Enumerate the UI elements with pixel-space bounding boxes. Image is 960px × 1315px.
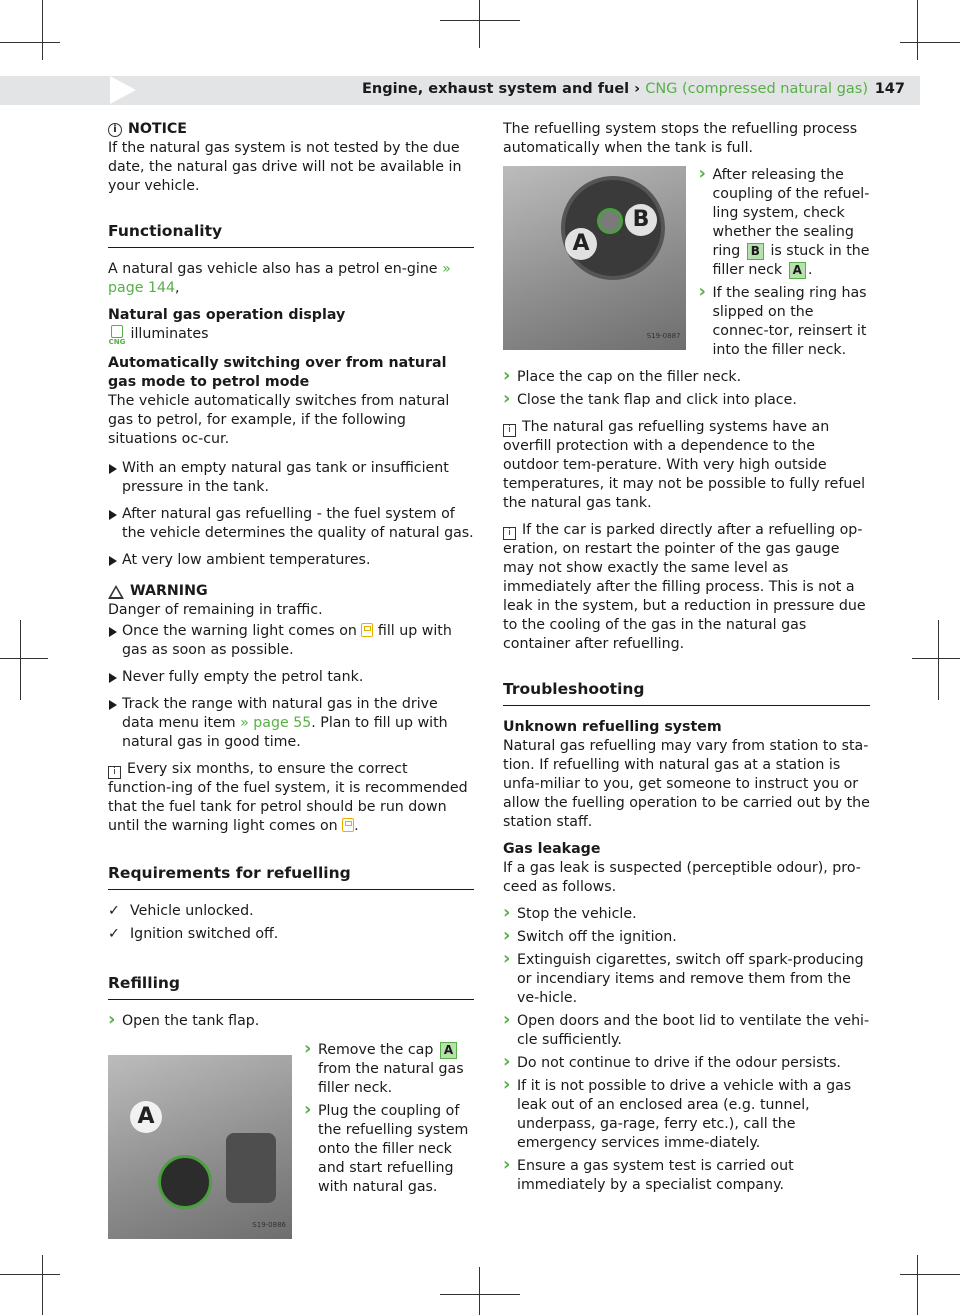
list-item: ✓ Vehicle unlocked. xyxy=(108,902,474,921)
note-paragraph: i The natural gas refuelling systems have an overfill protection with a dependence to the outdoor tem-perature. With very high outside temperatures, it may not be possible to fully refuel the natural gas tank. xyxy=(503,419,866,511)
list-item: › Place the cap on the filler neck. xyxy=(503,368,870,387)
header-subsection: CNG (compressed natural gas) xyxy=(645,81,868,97)
list-item: › Remove the cap A from the natural gas filler neck. xyxy=(304,1041,474,1098)
list-item: Once the warning light comes on fill up with gas as soon as possible. xyxy=(108,622,474,660)
crop-mark xyxy=(0,1274,60,1275)
note-icon: i xyxy=(503,424,516,437)
refilling-figure-row xyxy=(108,1041,474,1239)
unknown-system-text: Natural gas refuelling may vary from station to sta-tion. If refuelling with natural gas at a station is unfa-miliar to you, get someone to instruct you or allow the fuelling operation to be carried out by the station staff. xyxy=(503,738,870,830)
right-column xyxy=(503,120,870,1199)
functionality-intro-text: A natural gas vehicle also has a petrol en-gine xyxy=(108,261,438,277)
list-item: After natural gas refuelling - the fuel system of the vehicle determines the quality of natural gas. xyxy=(108,505,474,543)
display-title: Natural gas operation display xyxy=(108,307,346,323)
coupling-photo xyxy=(503,166,686,350)
fuel-warning-icon xyxy=(361,623,373,637)
crop-mark xyxy=(0,42,60,43)
crop-mark xyxy=(917,1255,918,1315)
figure-code: S19-0887 xyxy=(646,332,681,340)
running-header xyxy=(362,80,868,99)
auto-switch-text: The vehicle automatically switches from natural gas to petrol, for example, if the following situations oc-cur. xyxy=(108,393,450,447)
header-separator: › xyxy=(629,81,646,97)
left-column xyxy=(108,120,474,1239)
page-number: 147 xyxy=(874,81,905,97)
header-section: Engine, exhaust system and fuel xyxy=(362,81,630,97)
letter-b-marker: B xyxy=(747,243,764,260)
list-item: At very low ambient temperatures. xyxy=(108,551,474,570)
crop-mark xyxy=(440,20,520,21)
crop-mark xyxy=(917,0,918,60)
cng-pump-icon: CNG xyxy=(108,325,126,346)
list-item: › After releasing the coupling of the refuel-ling system, check whether the sealing ring B is stuck in the filler neck A . xyxy=(698,166,870,280)
list-item: › Switch off the ignition. xyxy=(503,928,870,947)
functionality-intro xyxy=(108,260,474,298)
crop-mark xyxy=(900,42,960,43)
warning-title: WARNING xyxy=(130,583,208,599)
list-item: › Open the tank flap. xyxy=(108,1012,474,1031)
crop-mark xyxy=(20,620,21,700)
crop-mark xyxy=(42,0,43,60)
closing-steps xyxy=(503,368,870,410)
list-item: › Open doors and the boot lid to ventilate the vehi-cle sufficiently. xyxy=(503,1012,870,1050)
crop-mark xyxy=(938,620,939,700)
list-item: With an empty natural gas tank or insufficient pressure in the tank. xyxy=(108,459,474,497)
warning-list xyxy=(108,622,474,752)
gas-leak-title: Gas leakage xyxy=(503,841,601,857)
notice-title: NOTICE xyxy=(128,121,187,137)
warning-heading xyxy=(108,582,474,601)
list-item: › Do not continue to drive if the odour persists. xyxy=(503,1054,870,1073)
warning-text: Danger of remaining in traffic. xyxy=(108,602,323,618)
header-tip xyxy=(110,76,136,104)
list-item: › Plug the coupling of the refuelling system onto the filler neck and start refuelling with natural gas. xyxy=(304,1102,474,1197)
fig-label-a: A xyxy=(565,228,597,260)
functionality-heading: Functionality xyxy=(108,222,474,248)
tank-flap-photo xyxy=(108,1055,292,1239)
crop-mark xyxy=(0,658,48,659)
list-item: › If it is not possible to drive a vehicle with a gas leak out of an enclosed area (e.g. tunnel, underpass, ga-rage, ferry etc.), call the emergency services imme-diately. xyxy=(503,1077,870,1153)
list-item: Track the range with natural gas in the drive data menu item » page 55. Plan to fill up with natural gas in good time. xyxy=(108,695,474,752)
crop-mark xyxy=(42,1255,43,1315)
right-intro: The refuelling system stops the refuelling process automatically when the tank is full. xyxy=(503,121,858,156)
list-item: › Ensure a gas system test is carried out immediately by a specialist company. xyxy=(503,1157,870,1195)
gas-leak-paragraph xyxy=(503,840,870,897)
crop-mark xyxy=(479,0,480,48)
fig-label-b: B xyxy=(625,204,657,236)
letter-a-marker: A xyxy=(789,262,806,279)
list-item: › Extinguish cigarettes, switch off spark-producing or incendiary items and remove them from the ve-hicle. xyxy=(503,951,870,1008)
note-icon: i xyxy=(108,766,121,779)
functionality-intro-end: , xyxy=(175,280,180,296)
gas-leak-text: If a gas leak is suspected (perceptible odour), pro-ceed as follows. xyxy=(503,860,861,895)
list-item: ✓ Ignition switched off. xyxy=(108,925,474,944)
list-item: Never fully empty the petrol tank. xyxy=(108,668,474,687)
gas-leak-steps xyxy=(503,905,870,1195)
troubleshooting-heading: Troubleshooting xyxy=(503,680,870,706)
letter-a-marker: A xyxy=(440,1042,457,1059)
notice-box xyxy=(108,120,474,196)
requirements-list xyxy=(108,902,474,944)
page-144-link[interactable]: » page 144 xyxy=(108,261,451,296)
unknown-system-paragraph xyxy=(503,718,870,832)
info-icon: i xyxy=(108,123,122,137)
crop-mark xyxy=(479,1267,480,1315)
refilling-heading: Refilling xyxy=(108,974,474,1000)
situations-list xyxy=(108,459,474,570)
note-paragraph: i Every six months, to ensure the correct function-ing of the fuel system, it is recommended that the fuel tank for petrol should be run down until the warning light comes on . xyxy=(108,761,468,834)
unknown-system-title: Unknown refuelling system xyxy=(503,719,722,735)
crop-mark xyxy=(912,658,960,659)
sealing-figure-row xyxy=(503,166,870,364)
page-55-link[interactable]: » page 55 xyxy=(240,715,312,731)
figure-code: S19-0886 xyxy=(252,1221,286,1229)
fig-label-a: A xyxy=(130,1101,162,1133)
refilling-steps-a xyxy=(108,1012,474,1031)
crop-mark xyxy=(440,1294,520,1295)
display-text: illuminates xyxy=(130,326,209,342)
sealing-ring-image xyxy=(597,208,623,234)
requirements-heading: Requirements for refuelling xyxy=(108,864,474,890)
note-icon: i xyxy=(503,527,516,540)
note-paragraph: i If the car is parked directly after a refuelling op-eration, on restart the pointer of the gas gauge may not show exactly the same level as immediately after the filling process. This is not a leak in the system, but a reduction in pressure due to the cooling of the gas in the natural gas container after refuelling. xyxy=(503,522,866,652)
fuel-warning-icon xyxy=(342,818,354,832)
sealing-steps xyxy=(698,166,870,364)
auto-switch-title: Automatically switching over from natural gas mode to petrol mode xyxy=(108,355,447,390)
notice-text: If the natural gas system is not tested by the due date, the natural gas drive will not be available in your vehicle. xyxy=(108,140,462,194)
crop-mark xyxy=(900,1274,960,1275)
warning-triangle-icon xyxy=(108,585,124,599)
filler-neck-image xyxy=(158,1155,212,1209)
list-item: › Close the tank flap and click into place. xyxy=(503,391,870,410)
warning-box xyxy=(108,582,474,752)
list-item: › If the sealing ring has slipped on the connec-tor, reinsert it into the filler neck. xyxy=(698,284,870,360)
list-item: › Stop the vehicle. xyxy=(503,905,870,924)
tank-flap-image xyxy=(226,1133,276,1203)
auto-switch-paragraph xyxy=(108,354,474,449)
refilling-steps-b xyxy=(304,1041,474,1239)
notice-heading xyxy=(108,120,474,139)
display-paragraph xyxy=(108,306,474,346)
